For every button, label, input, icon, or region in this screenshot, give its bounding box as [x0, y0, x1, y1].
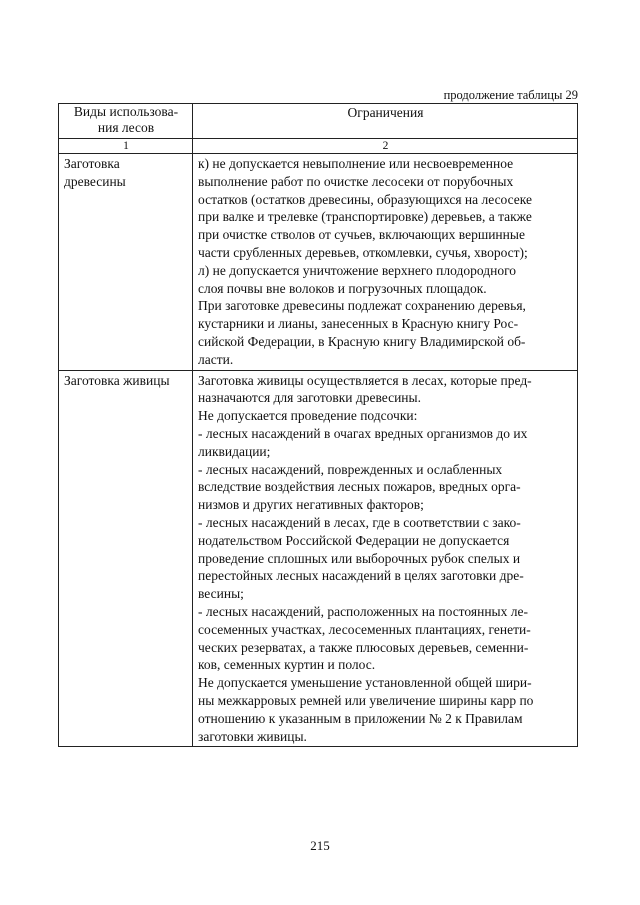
text-line: заготовки живицы. [198, 728, 307, 744]
text-line: - лесных насаждений в очагах вредных организмов до их [198, 425, 528, 441]
column-number-row [59, 139, 578, 154]
text-line: низмов и других негативных факторов; [198, 497, 424, 513]
text-line: остатков (остатков древесины, образующихся на лесосеке [198, 191, 533, 207]
text-line: перестойных лесных насаждений в целях заготовки дре- [198, 568, 524, 584]
text-line: кустарники и лианы, занесенных в Красную книгу Рос- [198, 316, 519, 332]
text-line: назначаются для заготовки древесины. [198, 390, 421, 406]
text-line: ков, семенных куртин и полос. [198, 657, 376, 673]
text-line: проведение сплошных или выборочных рубок спелых и [198, 550, 521, 566]
text-line: ческих резерватах, а также плюсовых деревьев, семенни- [198, 639, 529, 655]
text-line: Не допускается уменьшение установленной общей шири- [198, 675, 532, 691]
text-line: ны межкарровых ремней или увеличение ширины карр по [198, 692, 534, 708]
column-number-2: 2 [193, 139, 578, 154]
table-continuation-label: продолжение таблицы 29 [443, 88, 578, 102]
restrictions-table [58, 103, 578, 747]
text-line: вследствие воздействия лесных пожаров, вредных орга- [198, 479, 521, 495]
text-line: весины; [198, 586, 244, 602]
text-line: отношению к указанным в приложении № 2 к Правилам [198, 710, 523, 726]
text-line: - лесных насаждений, расположенных на постоянных ле- [198, 603, 528, 619]
table-row [59, 370, 578, 747]
header-line: ния лесов [97, 120, 155, 135]
text-line: л) не допускается уничтожение верхнего плодородного [198, 262, 517, 278]
table-header-row [59, 104, 578, 139]
row-label-resin-harvesting [59, 370, 193, 747]
text-line: Не допускается проведение подсочки: [198, 408, 418, 424]
text-line: нодательством Российской Федерации не допускается [198, 532, 510, 548]
header-restrictions: Ограничения [193, 104, 578, 139]
row-label-wood-harvesting [59, 154, 193, 371]
table-row [59, 154, 578, 371]
text-line: При заготовке древесины подлежат сохранению деревья, [198, 298, 526, 314]
label-line: Заготовка [64, 156, 120, 171]
text-line: при очистке стволов от сучьев, включающих вершинные [198, 227, 525, 243]
label-line: древесины [64, 173, 126, 189]
header-forest-use-types [59, 104, 193, 139]
text-line: к) не допускается невыполнение или несвоевременное [198, 156, 514, 171]
label-line: Заготовка живицы [64, 372, 170, 388]
text-line: сосеменных участках, лесосеменных плантациях, генети- [198, 621, 531, 637]
text-line: сийской Федерации, в Красную книгу Владимирской об- [198, 333, 526, 349]
text-line: - лесных насаждений, поврежденных и ослабленных [198, 461, 503, 477]
text-line: - лесных насаждений в лесах, где в соответствии с зако- [198, 514, 521, 530]
text-line: ласти. [198, 351, 234, 367]
column-number-1: 1 [59, 139, 193, 154]
text-line: Заготовка живицы осуществляется в лесах, которые пред- [198, 372, 532, 388]
page-number: 215 [310, 838, 330, 853]
text-line: части срубленных деревьев, откомлевки, сучья, хворост); [198, 244, 528, 260]
text-line: при валке и трелевке (транспортировке) деревьев, а также [198, 209, 532, 225]
row-text-wood-harvesting [193, 154, 578, 371]
row-text-resin-harvesting [193, 370, 578, 747]
header-line: Виды использова- [73, 104, 179, 119]
text-line: ликвидации; [198, 443, 271, 459]
text-line: выполнение работ по очистке лесосеки от порубочных [198, 173, 514, 189]
text-line: слоя почвы вне волоков и погрузочных площадок. [198, 280, 487, 296]
